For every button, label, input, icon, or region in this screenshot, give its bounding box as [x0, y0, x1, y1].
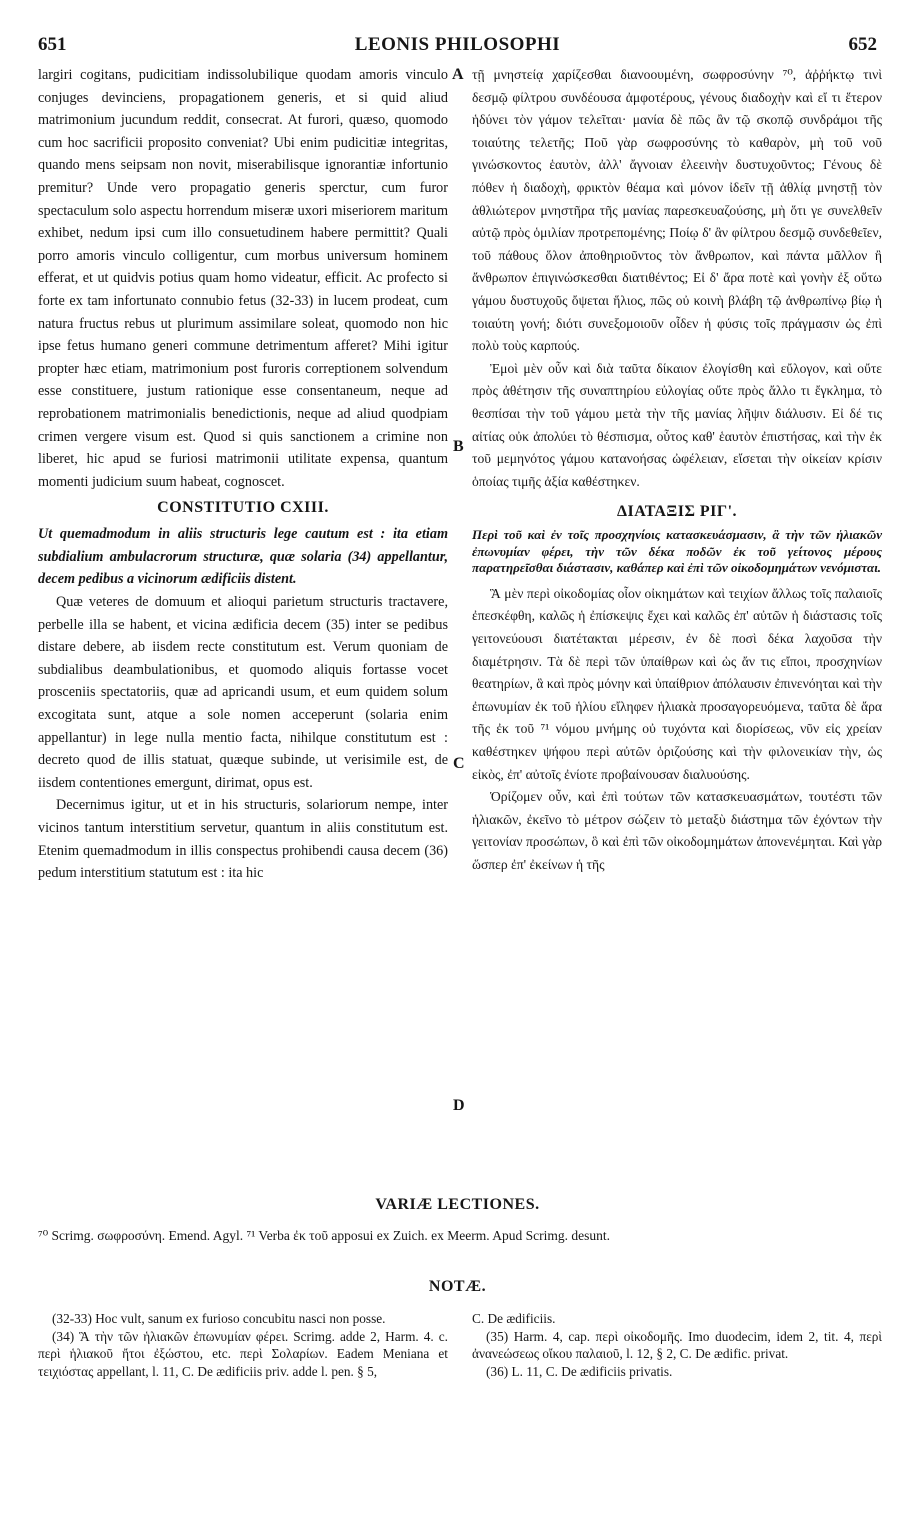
right-page-number: 652	[848, 34, 877, 55]
variae-lectiones-text: ⁷⁰ Scrimg. σωφροσύνη. Emend. Agyl. ⁷¹ Verba ἐκ τοῦ apposui ex Zuich. ex Meerm. Apud Scrimg. desunt.	[38, 1228, 610, 1243]
latin-paragraph-3: Decernimus igitur, ut et in his structuris, solariorum nempe, inter vicinos tantum interstitium servetur, quantum in aliis constitutum est. Etenim quemadmodum in illis conspectus prohibendi causa decem (36) pedum interstitium statutum est : ita hic	[38, 797, 448, 882]
note-32-33: (32-33) Hoc vult, sanum ex furioso concubitu nasci non posse.	[52, 1311, 386, 1326]
latin-section-title: CONSTITUTIO CXIII.	[157, 499, 329, 517]
latin-paragraph-2: Quæ veteres de domuum et alioqui parietum structuris tractavere, perbelle illa se habent, et vicina ædificia decem (35) inter se pedibus distare debere, ab iisdem recte constitutum est. Verum quoniam de subdialibus deambulationibus, et quomodo aliquis fortasse vocet prosceniis spectatoriis, quæ ad apricandi usum, et eum quidem solum excogitata sunt, atque a sole nomen acceperunt (solaria enim appellantur) in lege nulla mentio facta, nihilque constitutum est : decreto quod de illis statuat, quæque subinde, ut verisimile est, de iisdem contentiones emergunt, dirimat, opus est.	[38, 594, 448, 791]
page-header	[38, 34, 877, 62]
margin-mark-d: D	[453, 1097, 465, 1114]
notes-left-column	[38, 1310, 448, 1380]
note-35: (35) Harm. 4, cap. περὶ οἰκοδομῆς. Imo duodecim, idem 2, tit. 4, περὶ ἀνανεώσεως οἴκου παλαιοῦ, l. 12, § 2, C. De ædific. privat.	[472, 1328, 882, 1362]
greek-paragraph-3: Ἃ μὲν περὶ οἰκοδομίας οἷον οἰκημάτων καὶ τειχίων ἄλλως τοῖς παλαιοῖς ἐπεσκέφθη, καλῶς ἡ ἐπίσκεψις ἔχει καὶ καλῶς ἐπ' αὐτῶν ἡ διάστασις τοῖς γειτονεύουσι διατέτακται μέρεσιν, ἐν δὲ ποσὶ δέκα λαχοῦσα τὴν διαμέτρησιν. Τὰ δὲ περὶ τῶν ὑπαίθρων καὶ ὡς ἄν τις εἴποι, προσχηνίων θεατηρίων, ἃ καὶ πρὸς μόνην καὶ ὑπαίθριον ἀπόλαυσιν ἐπινενόηται καὶ τὴν ἐπωνυμίαν ἐκ τοῦ ἡλίου εἴληφεν ἡλιακὰ προσαγορευόμενα, ταῦτα δὲ ἄρα τῆς ἐκ τοῦ ⁷¹ νόμου μνήμης οὐ τυχόντα καὶ διορίσεως, νῦν εἰς χρείαν καθέστηκεν ψήφου περὶ αὐτῶν ὁριζούσης καὶ τὴν φιλονεικίαν τὴν, ὡς εἰκὸς, ἐπ' αὐτοῖς ἐνίοτε προβαίνουσαν διαλυούσης.	[472, 585, 882, 782]
greek-paragraph-1: τῇ μνηστείᾳ χαρίζεσθαι διανοουμένη, σωφροσύνην ⁷⁰, ἀῤῥήκτῳ τινὶ δεσμῷ φίλτρου συνδέουσα ἀμφοτέρους, γένους διαδοχὴν καὶ εἴ τι ἕτερον ἡδύνει τὸν γάμον τελεῖται· μανία δὲ πῶς ἂν τῷ σκοπῷ συνδράμοι τῆς τοιαύτης τελετῆς; Ποῦ γὰρ σωφροσύνης τὸ καθαρὸν, μὴ τοῦ νοῦ γινώσκοντος ἑαυτὸν, ἀλλ' ἄγνοιαν ἐλεεινὴν δυστυχοῦντος; Γένους δὲ πόθεν ἡ διαδοχὴ, φρικτὸν θέαμα καὶ μόνον ἰδεῖν τῇ ἀθλίᾳ μνηστῇ τὸν ἀθλιώτερον μνηστῆρα τῆς μανίας παρεσκευαζούσης, μὴ ὅτι γε συνελθεῖν αὐτῷ πρὸς ὁμιλίαν προτρεπομένης; Ποίῳ δ' ἂν φίλτρου δεσμῷ συνδεθεῖεν, τοῦ πάθους ὅλον ἀποθηριοῦντος τὸν ἄνθρωπον, καὶ πάντα μᾶλλον ἢ ἄνθρωπον ἐπιγινώσκεσθαι διατιθέντος; Εἰ δ' ἄρα ποτὲ καὶ γονὴν ἐξ οὕτω γάμου δυστυχοῦς ὄψεται ἥλιος, πῶς οὐ κοινὴ βλάβη τῷ ἀνθρωπίνῳ βίῳ ἡ τοιαύτη γονή; διότι συνεξομοιοῦν οἶδεν ἡ φύσις τοῖς πράγμασιν ὡς ἐπὶ πολὺ τοὺς καρπούς.	[472, 67, 882, 354]
notes-right-column	[472, 1310, 882, 1380]
margin-mark-c: C	[453, 755, 465, 772]
latin-summary: Ut quemadmodum in aliis structuris lege cautum est : ita etiam subdialium ambulacrorum structuræ, quæ solaria (34) appellantur, decem pedibus a vicinorum ædificiis distent.	[38, 526, 448, 588]
greek-column	[472, 64, 882, 877]
notae-title: NOTÆ.	[428, 1278, 487, 1295]
note-36: (36) L. 11, C. De ædificiis privatis.	[486, 1363, 673, 1379]
greek-section-title: ΔΙΑΤΑΞΙΣ ΡΙΓ'.	[616, 503, 738, 521]
latin-paragraph-1: largiri cogitans, pudicitiam indissolubilique quodam amoris vinculo conjuges devinciens, propagationem generis, et si quid aliud matrimonium jucundum reddit, consecrat. At furori, quæso, quomodo cum hoc sacrificii proposito conveniat? Ubi enim pudicitiæ integritas, quando mens seipsam non novit, miserabilisque ignorantiæ infortunio premitur? Unde vero propagatio generis sperctur, cum furor spectaculum solo aspectu horrendum miseræ uxori miseriorem maritum exhibet, nedum ipsi cum illo consuetudinem habere permittit? Quali porro amoris vinculo colligentur, cum morbus universum hominem efferat, et ut quidvis potius quam homo videatur, efficit. Ac profecto si forte ex tam infortunato connubio fetus (32-33) in lucem prodeat, cum natura fructus rebus ut plurimum assimilare soleat, quomodo non hic ipse fetus humano generi commune detrimentum afferet? Mihi igitur propter hæc etiam, matrimonium post furoris correptionem solvendum esse constituere, justum rationique esse consentaneum, neque ad reprobationem matrimonialis benedictionis, neque ad aliud quodpiam crimen vergere visum est. Quod si quis sanctionem a crimine non liberet, hic apud se furiosi matrimonii utilitate expensa, quantum momenti judicium suum habeat, cognoscet.	[38, 67, 448, 490]
left-page-number: 651	[38, 34, 67, 55]
note-34-continued: C. De ædificiis.	[472, 1311, 556, 1326]
greek-paragraph-4: Ὁρίζομεν οὖν, καὶ ἐπὶ τούτων τῶν κατασκευασμάτων, τουτέστι τῶν ἡλιακῶν, ἐκεῖνο τὸ μέτρον σώζειν τὸ μεταξὺ διάστημα τῶν ἐχόντων τὴν γειτονίαν προσώπων, ὃ καὶ ἐπὶ τῶν οἰκοδομημάτων ἀπονενέμηται. Καὶ γὰρ ὥσπερ ἐπ' ἐκείνων ἡ τῆς	[472, 789, 882, 872]
margin-mark-a: A	[452, 66, 464, 83]
greek-paragraph-2: Ἐμοὶ μὲν οὖν καὶ διὰ ταῦτα δίκαιον ἐλογίσθη καὶ εὔλογον, καὶ οὔτε πρὸς ἀθέτησιν τῆς συναπτηρίου εὐλογίας οὔτε πρὸς ἄλλο τι ἔγκλημα, τὸ θεσπίσαι τὴν τοῦ γάμου μετὰ τὴν τῆς μανίας λῆψιν διάλυσιν. Εἰ δέ τις αἰτίας οὐκ ἀπολύει τὸ θέσπισμα, οὗτος καθ' ἑαυτὸν ἐπιστήσας, καὶ τὴν ἐκ τοῦ μεμηνότος γάμου κατανοήσας ὠφέλειαν, εἴσεται τὴν οἰκείαν κρίσιν ὁποίας τιμῆς ἀξία καθέστηκεν.	[472, 360, 882, 489]
note-34: (34) Ἃ τὴν τῶν ἡλιακῶν ἐπωνυμίαν φέρει. Scrimg. adde 2, Harm. 4. c. περὶ ἡλιακοῦ ἤτοι ἐξώστου, etc. περὶ Σολαρίων. Eadem Meniana et τειχιόστας appellant, l. 11, C. De ædificiis priv. adde l. pen. § 5,	[38, 1328, 448, 1379]
greek-summary: Περὶ τοῦ καὶ ἐν τοῖς προσχηνίοις κατασκευάσμασιν, ἃ τὴν τῶν ἡλιακῶν ἐπωνυμίαν φέρει, τὴν τῶν δέκα ποδῶν ἐκ τοῦ γείτονος μέρους παρατηρεῖσθαι διάστασιν, καθάπερ καὶ ἐπὶ τῶν οἰκοδομημάτων νενόμισται.	[472, 527, 882, 576]
margin-mark-b: B	[453, 438, 464, 455]
variae-lectiones-title: VARIÆ LECTIONES.	[375, 1196, 540, 1213]
latin-column	[38, 64, 448, 885]
running-title: LEONIS PHILOSOPHI	[354, 34, 561, 55]
